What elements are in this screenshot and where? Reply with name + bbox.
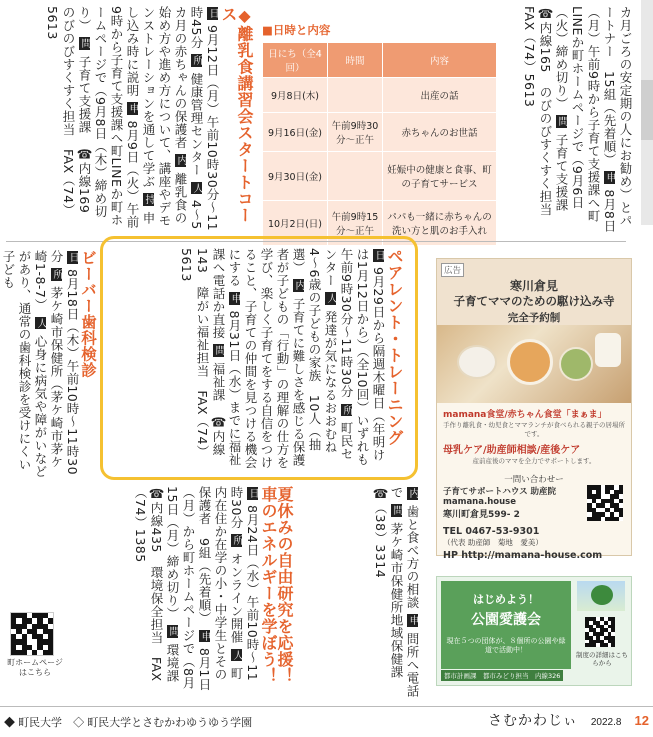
place-tag: 所 <box>51 269 62 280</box>
ad-tel: TEL 0467-53-9301 <box>443 526 540 537</box>
contact-tag: 問 <box>391 505 402 516</box>
schedule-header-time: 時間 <box>328 43 382 77</box>
content-tag: 内 <box>407 488 418 499</box>
footer-left <box>4 714 252 730</box>
qr-caption: 町ホームページはこちら <box>7 658 63 677</box>
rinyu-content: 離乳食の始め方や進め方について、講座やデモンストレーションを通して学ぶ <box>141 6 188 227</box>
date-tag: 日 <box>67 252 78 263</box>
graduation-cap-icon: ◆ <box>4 717 15 729</box>
ad-hp[interactable]: HP http://mamana-house.com <box>443 550 603 561</box>
content-tag: 内 <box>293 280 304 291</box>
side-tab-marker <box>641 80 653 140</box>
footer-section2: 町民大学とさむかわゆうゆう学園 <box>87 717 253 729</box>
summer-title: 夏休みの自由研究を応援！車のエネルギーを学ぼう！ <box>259 486 294 684</box>
article-continued-text <box>493 6 633 234</box>
ad-service1: mamana食堂/赤ちゃん食堂「まぁま」 <box>443 410 607 420</box>
parent-place: 町民センター <box>323 248 354 461</box>
target-tag: 人 <box>191 182 202 194</box>
apply-tag: 申 <box>407 615 418 626</box>
schedule-date: 9月30日(金) <box>263 152 327 200</box>
biba-place: 茅ケ崎市保健所（茅ケ崎市茅ケ崎1-8-7） <box>33 250 64 469</box>
ad-org: 子育てサポートハウス 助産院mamana.house <box>443 487 557 507</box>
biba-article <box>1 250 97 478</box>
parent-apply: 8月31日（水）までに福祉課へ電話か直接 <box>211 248 242 466</box>
rinyu-apply: 8月9日（火）午前9時から子育て支援課へ町LINEか町ホームページで（9月8日（木）締め切り） <box>77 6 140 229</box>
summer-target: 町内在住か在学の小・中学生とその保護者 9組（先着順） <box>197 486 244 681</box>
park-qr-caption: 制度の詳細はこちらから <box>576 651 628 667</box>
target-tag: 人 <box>325 293 336 304</box>
park-qr-code[interactable] <box>585 617 615 647</box>
apply-tag: 申 <box>199 630 210 642</box>
schedule-header-date: 日にち（全4回） <box>263 43 327 77</box>
ad-qr-code[interactable] <box>587 485 623 521</box>
park-tree-photo <box>577 581 625 611</box>
rinyu-title: ◆離乳食講習会スタートコース <box>219 6 254 224</box>
place-tag: 所 <box>191 55 202 66</box>
park-title2: 公園愛護会 <box>471 612 541 628</box>
issue-date: 2022.8 <box>590 717 622 728</box>
parent-target: 発達が気になるおおむね4〜6歳の子どもの家族 10人（抽選） <box>291 248 338 454</box>
rinyu-bring: 申し込み時に説明 <box>125 6 156 225</box>
schedule-content: 出産の話 <box>383 78 496 112</box>
target-tag: 人 <box>231 649 242 661</box>
biba-article-cont <box>300 486 420 706</box>
rinyu-article <box>6 6 252 234</box>
apply-tag: 申 <box>229 293 240 304</box>
biba-title: ビーバー歯科検診 <box>79 250 97 378</box>
biba-date: 8月18日（木）午前10時〜11時30分 <box>49 250 80 476</box>
schedule-time: 午前9時15分〜正午 <box>328 201 382 245</box>
ad-inquiry-label: 一問い合わせー <box>504 475 564 485</box>
ad-rep: （代表 助産師 菊地 愛美） <box>443 538 543 547</box>
footer-right <box>488 710 649 730</box>
schedule-content: 赤ちゃんのお世話 <box>383 113 496 151</box>
ad-service1-note: 手作り離乳食・幼児食とママランチが食べられる親子の居場所です。 <box>443 421 625 438</box>
summer-place: オンライン開催 <box>229 552 244 644</box>
parent-date: 9月29日から隔週木曜日（年明けは1月12日から）（全10回）いずれも午前9時30分〜11時30分 <box>339 248 386 467</box>
schedule-time: 午前9時30分〜正午 <box>328 113 382 151</box>
schedule-heading: ■日時と内容 <box>262 23 331 37</box>
ad-service2-note: 産前産後のママを全力でサポートします。 <box>472 457 596 465</box>
schedule-time <box>328 78 382 112</box>
ad-service2: 母乳ケア/助産師相談/産後ケア <box>443 445 581 456</box>
biba-contact: 茅ケ崎市保健所地域保健課 ☎（38）3314 <box>373 486 404 692</box>
parent-contact: 福祉課 ☎内線143 障がい福祉担当 FAX（74）5613 <box>179 248 226 458</box>
summer-apply: 8月1日（月）から町ホームページで（8月15日（月）締め切り） <box>165 486 212 691</box>
rinyu-contact: 子育て支援課 ☎内線169 のびのびすくすく担当 FAX（74）5613 <box>45 6 92 227</box>
contact-tag: 問 <box>213 345 224 356</box>
article-contact: 子育て支援課 ☎内線165 のびのびすくすく担当 FAX（74）5613 <box>522 6 569 229</box>
park-ad <box>436 576 632 686</box>
parent-content: 子育てに難しさを感じる保護者が子どもの「行動」の理解の仕方を学び、楽しく子育てをする自信をつけること、子育ての仲間を見つける機会にする <box>227 248 306 469</box>
schedule-date: 9月16日(金) <box>263 113 327 151</box>
park-title1: はじめよう！ <box>473 593 539 606</box>
summer-contact: 環境課 ☎内線435 環境保全担当 FAX（74）1385 <box>133 486 180 696</box>
apply-tag: 申 <box>604 172 615 183</box>
ad-header <box>437 259 631 325</box>
target-tag: 人 <box>35 317 46 329</box>
town-homepage-qr[interactable] <box>10 612 54 656</box>
apply-tag: 申 <box>127 103 138 114</box>
place-tag: 所 <box>341 404 352 416</box>
biba-apply: 問所へ電話で <box>389 486 420 698</box>
schedule-date: 10月2日(日) <box>263 201 327 245</box>
rinyu-place: 健康管理センター <box>189 72 204 177</box>
article-body: カ月ごろの安定期の人にお勧め）とパートナー 15組（先着順） <box>602 6 633 227</box>
rinyu-target: 4〜5カ月の赤ちゃんの保護者 <box>173 6 204 230</box>
ad-label: 広告 <box>441 263 464 277</box>
parent-training-title: ペアレント・トレーニング <box>385 248 404 446</box>
schedule-time <box>328 152 382 200</box>
schedule-date: 9月8日(木) <box>263 78 327 112</box>
graduation-cap-outline-icon: ◇ <box>73 717 85 729</box>
rinyu-date: 9月12日（月）午前10時30分〜11時45分 <box>189 6 220 232</box>
ad-food-photo <box>437 325 631 403</box>
ad-address: 寒川町倉見599- 2 <box>443 510 520 520</box>
park-footer: 都市計画課 都市みどり担当 内線326 <box>441 670 563 681</box>
park-banner <box>441 581 571 669</box>
contact-tag: 問 <box>79 38 90 49</box>
parent-training-article <box>112 248 402 470</box>
biba-content: 歯と食べ方の相談 <box>405 504 420 609</box>
article-apply: 8月8日（月）午前9時から子育て支援課へ町LINEか町ホームページで（9月6日（火）締め切り） <box>554 6 617 233</box>
mamana-ad <box>436 258 632 561</box>
schedule-table <box>262 42 497 246</box>
ad-title1: 寒川倉見 <box>509 279 558 293</box>
ad-title3: 完全予約制 <box>507 312 561 324</box>
place-tag: 所 <box>231 535 242 546</box>
page-number: 12 <box>634 713 649 728</box>
footer-section1: 町民大学 <box>18 717 63 729</box>
contact-tag: 問 <box>556 116 567 127</box>
biba-target: 心身に病気や障がいなどがあり、通常の歯科検診を受けにくい子ども <box>1 250 48 478</box>
schedule-content: 妊娠中の健康と食事、町の子育てサービス <box>383 152 496 200</box>
brand-logo: さむかわじぃ <box>488 713 578 729</box>
summer-article <box>56 486 294 696</box>
date-tag: 日 <box>207 8 218 19</box>
ad-title2: 子育てママのための駆け込み寺 <box>453 294 615 308</box>
schedule-header-content: 内容 <box>383 43 496 77</box>
summer-date: 8月24日（水）午前10時〜11時30分 <box>229 486 260 682</box>
footer-divider <box>0 706 653 707</box>
park-body: 現在５つの団体が、８個所の公園や緑道で活動中！ <box>446 637 566 654</box>
date-tag: 日 <box>373 250 384 261</box>
content-tag: 内 <box>175 155 186 166</box>
schedule-section <box>262 22 497 246</box>
bring-tag: 持 <box>143 194 154 205</box>
contact-tag: 問 <box>167 626 178 637</box>
schedule-content: パパも一緒に赤ちゃんの洗い方と肌のお手入れ <box>383 201 496 245</box>
date-tag: 日 <box>247 488 258 499</box>
